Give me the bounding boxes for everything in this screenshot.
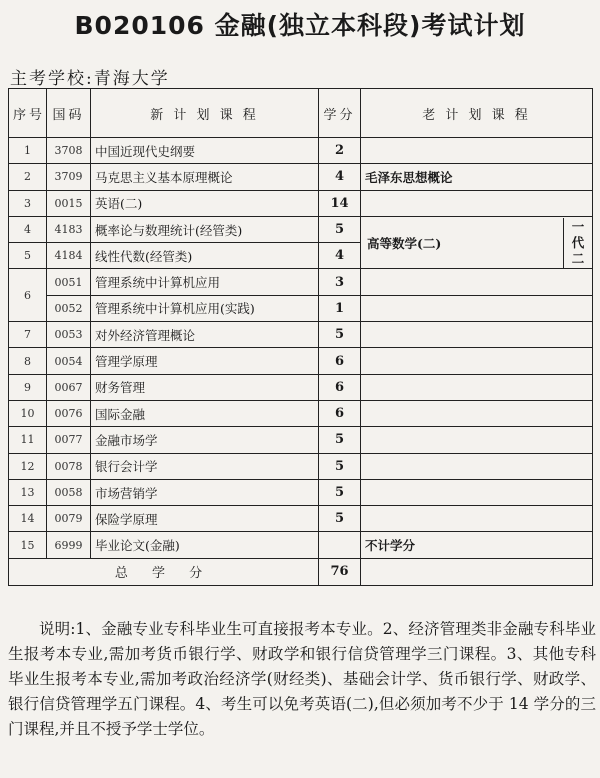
row-credit: 1 — [319, 295, 361, 321]
row-code: 3708 — [47, 138, 91, 164]
row-code: 0067 — [47, 374, 91, 400]
table-row — [9, 374, 593, 400]
row-credit: 2 — [319, 138, 361, 164]
row-old-course — [361, 453, 593, 479]
row-old-course — [361, 348, 593, 374]
table-row — [9, 295, 593, 321]
row-seq: 8 — [9, 348, 47, 374]
total-credit: 76 — [319, 558, 361, 585]
row-seq: 14 — [9, 506, 47, 532]
math-note-char: 二 — [571, 250, 585, 266]
row-credit: 6 — [319, 400, 361, 426]
row-code: 0052 — [47, 295, 91, 321]
table-row — [9, 138, 593, 164]
row-old-course — [361, 138, 593, 164]
row-seq: 13 — [9, 479, 47, 505]
row-code: 6999 — [47, 532, 91, 558]
row-credit: 5 — [319, 453, 361, 479]
table-row — [9, 322, 593, 348]
row-code: 0015 — [47, 190, 91, 216]
row-course: 市场营销学 — [91, 479, 319, 505]
exam-plan-table — [8, 88, 593, 586]
row-course: 对外经济管理概论 — [91, 322, 319, 348]
header-credit: 学分 — [319, 89, 361, 138]
row-seq: 15 — [9, 532, 47, 558]
table-row — [9, 400, 593, 426]
row-course: 保险学原理 — [91, 506, 319, 532]
row-old-course-math — [361, 216, 593, 269]
table-row — [9, 348, 593, 374]
table-row — [9, 190, 593, 216]
table-row — [9, 269, 593, 295]
row-course: 英语(二) — [91, 190, 319, 216]
row-old-course — [361, 295, 593, 321]
row-course: 财务管理 — [91, 374, 319, 400]
row-old-course — [361, 400, 593, 426]
row-code: 0053 — [47, 322, 91, 348]
old-course-math-label: 高等数学(二) — [367, 235, 442, 251]
row-code: 4184 — [47, 243, 91, 269]
math-note-char: 代 — [571, 234, 585, 250]
total-label: 总 学 分 — [9, 558, 319, 585]
notes-paragraph: 说明:1、金融专业专科毕业生可直接报考本专业。2、经济管理类非金融专科毕业生报考本专业,需加考货币银行学、财政学和银行信贷管理学三门课程。3、其他专科毕业生报考本专业,需加考政治经济学(财经类)、基础会计学、货币银行学、财政学、银行信贷管理学五门课程。4、考生可以免考英语(二),但必须加考不少于 14 学分的三门课程,并且不授予学士学位。 — [8, 620, 596, 738]
row-seq: 11 — [9, 427, 47, 453]
row-course: 银行会计学 — [91, 453, 319, 479]
old-course-math-note — [563, 218, 592, 268]
row-old-course — [361, 506, 593, 532]
row-credit: 4 — [319, 243, 361, 269]
row-course: 概率论与数理统计(经管类) — [91, 216, 319, 242]
row-course: 中国近现代史纲要 — [91, 138, 319, 164]
header-seq: 序号 — [9, 89, 47, 138]
row-seq: 5 — [9, 243, 47, 269]
table-header-row — [9, 89, 593, 138]
row-seq: 2 — [9, 164, 47, 190]
row-course: 管理学原理 — [91, 348, 319, 374]
table-row — [9, 479, 593, 505]
row-code: 0079 — [47, 506, 91, 532]
page-title: B020106 金融(独立本科段)考试计划 — [74, 11, 526, 40]
row-old-course — [361, 190, 593, 216]
row-old-course: 毛泽东思想概论 — [361, 164, 593, 190]
table-row — [9, 532, 593, 558]
row-code: 3709 — [47, 164, 91, 190]
row-credit: 4 — [319, 164, 361, 190]
row-credit: 5 — [319, 427, 361, 453]
row-code: 0051 — [47, 269, 91, 295]
row-seq: 6 — [9, 269, 47, 322]
row-seq: 12 — [9, 453, 47, 479]
row-credit: 3 — [319, 269, 361, 295]
row-seq: 7 — [9, 322, 47, 348]
header-code: 国码 — [47, 89, 91, 138]
row-old-course — [361, 374, 593, 400]
row-credit: 5 — [319, 322, 361, 348]
row-course: 金融市场学 — [91, 427, 319, 453]
row-code: 0054 — [47, 348, 91, 374]
row-code: 0058 — [47, 479, 91, 505]
total-row — [9, 558, 593, 585]
header-old-course: 老 计 划 课 程 — [361, 89, 593, 138]
row-course: 毕业论文(金融) — [91, 532, 319, 558]
row-old-course: 不计学分 — [361, 532, 593, 558]
row-credit: 14 — [319, 190, 361, 216]
row-old-course — [361, 427, 593, 453]
table-row — [9, 216, 593, 242]
row-course: 马克思主义基本原理概论 — [91, 164, 319, 190]
table-row — [9, 427, 593, 453]
row-credit: 5 — [319, 506, 361, 532]
header-new-course: 新 计 划 课 程 — [91, 89, 319, 138]
total-old-course — [361, 558, 593, 585]
row-code: 4183 — [47, 216, 91, 242]
row-old-course — [361, 269, 593, 295]
row-credit: 5 — [319, 479, 361, 505]
row-seq: 3 — [9, 190, 47, 216]
row-course: 管理系统中计算机应用 — [91, 269, 319, 295]
table-row — [9, 453, 593, 479]
table-row — [9, 164, 593, 190]
math-note-char: 一 — [571, 218, 585, 234]
row-old-course — [361, 479, 593, 505]
row-seq: 10 — [9, 400, 47, 426]
row-code: 0076 — [47, 400, 91, 426]
row-course: 国际金融 — [91, 400, 319, 426]
row-credit: 6 — [319, 348, 361, 374]
host-school: 主考学校:青海大学 — [10, 69, 170, 89]
row-code: 0078 — [47, 453, 91, 479]
table-row — [9, 506, 593, 532]
row-seq: 9 — [9, 374, 47, 400]
row-seq: 1 — [9, 138, 47, 164]
row-old-course — [361, 322, 593, 348]
row-seq: 4 — [9, 216, 47, 242]
row-code: 0077 — [47, 427, 91, 453]
row-course: 线性代数(经管类) — [91, 243, 319, 269]
row-credit: 5 — [319, 216, 361, 242]
row-course: 管理系统中计算机应用(实践) — [91, 295, 319, 321]
row-credit: 6 — [319, 374, 361, 400]
row-credit — [319, 532, 361, 558]
